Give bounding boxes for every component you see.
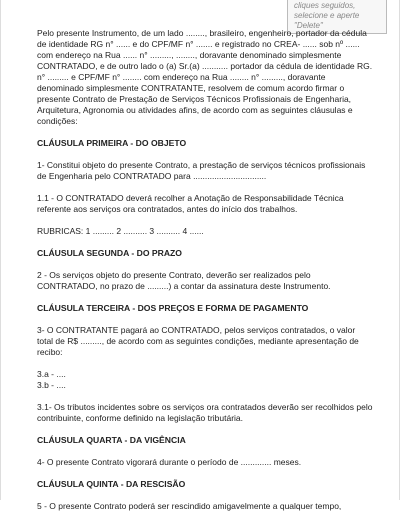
clause-3-heading: CLÁUSULA TERCEIRA - DOS PREÇOS E FORMA DE PAGAMENTO [37, 303, 309, 313]
clause-5-paragraph: 5 - O presente Contrato poderá ser rescindido amigavelmente a qualquer tempo, [37, 501, 342, 511]
intro-paragraph: Pelo presente Instrumento, de um lado ........, brasileiro, engenheiro, portador da cédula de identidade RG n° ...... e do CPF/MF n° ....... e registrado no CREA- ...... sob nº ...... com endereço na Rua ...... n° ........., ........, doravante denominado simplesmente CONTRATADO, e de outro lado o (a) Sr.(a) ........... portador da cédula de identidade RG. n° ......... e CPF/MF n° ........ com endereço na Rua ........ n° ........., doravante denominado simplesmente CONTRATANTE, resolvem de comum acordo firmar o presente Contrato de Prestação de Serviços Técnicos Profissionais de Engenharia, Arquitetura, Agronomia ou atividades afins, de acordo com as seguintes cláusulas e condições: [37, 28, 373, 126]
clause-4-heading: CLÁUSULA QUARTA - DA VIGÊNCIA [37, 435, 186, 445]
clause-3-paragraph: 3- O CONTRATANTE pagará ao CONTRATADO, pelos serviços contratados, o valor total de R$ ........., de acordo com as seguintes condições, mediante apresentação de recibo: [37, 325, 359, 357]
rubricas-line: RUBRICAS: 1 ......... 2 .......... 3 .......... 4 ...... [37, 226, 204, 236]
clause-3-1-paragraph: 3.1- Os tributos incidentes sobre os serviços ora contratados deverão ser recolhidos pelo contribuinte, conforme definido na legislação tributária. [37, 402, 373, 423]
contract-body [37, 28, 373, 512]
clause-5-heading: CLÁUSULA QUINTA - DA RESCISÃO [37, 479, 186, 489]
clause-3a-item: 3.a - .... [37, 369, 66, 379]
clause-3b-item: 3.b - .... [37, 380, 66, 390]
clause-2-heading: CLÁUSULA SEGUNDA - DO PRAZO [37, 248, 182, 258]
clause-1-1-paragraph: 1.1 - O CONTRATADO deverá recolher a Anotação de Responsabilidade Técnica referente aos serviços ora contratados, antes do início dos trabalhos. [37, 193, 344, 214]
tooltip-text: cliques seguidos, selecione e aperte "Delete" [294, 1, 360, 30]
clause-1-paragraph: 1- Constitui objeto do presente Contrato, a prestação de serviços técnicos profissionais de Engenharia pelo CONTRATADO para ............................... [37, 160, 366, 181]
clause-4-paragraph: 4- O presente Contrato vigorará durante o período de ............. meses. [37, 457, 302, 467]
clause-2-paragraph: 2 - Os serviços objeto do presente Contrato, deverão ser realizados pelo CONTRATADO, no prazo de .........) a contar da assinatura deste Instrumento. [37, 270, 331, 291]
clause-1-heading: CLÁUSULA PRIMEIRA - DO OBJETO [37, 138, 187, 148]
